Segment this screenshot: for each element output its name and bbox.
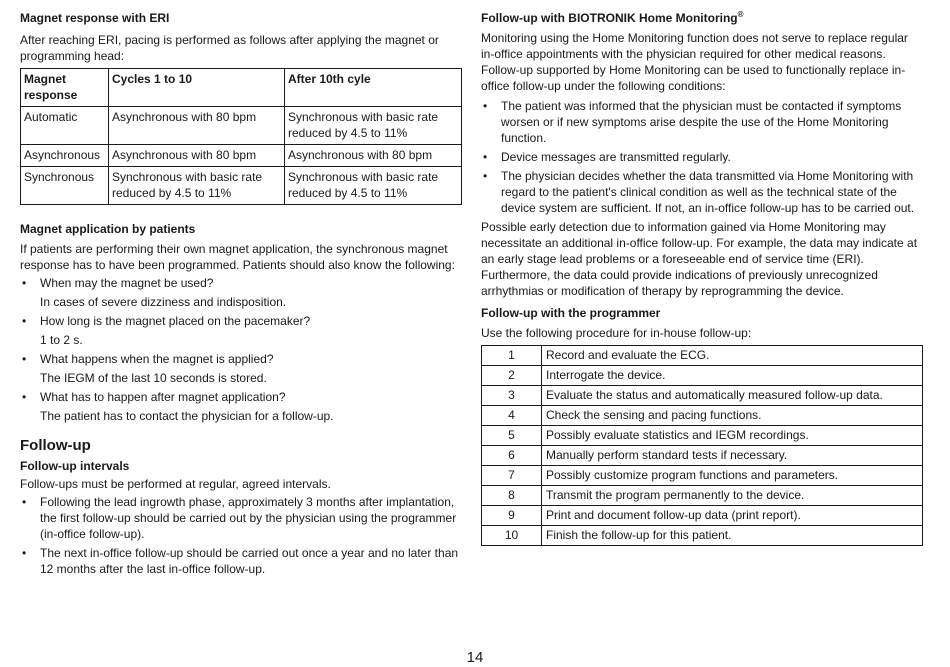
step-text: Possibly customize program functions and parameters. bbox=[542, 466, 923, 486]
step-text: Check the sensing and pacing functions. bbox=[542, 406, 923, 426]
list-item-question: How long is the magnet placed on the pacemaker? bbox=[40, 314, 311, 328]
table-cell: Asynchronous with 80 bpm bbox=[109, 107, 285, 145]
bullet-icon: • bbox=[483, 150, 488, 164]
step-text: Finish the follow-up for this patient. bbox=[542, 526, 923, 546]
step-number: 10 bbox=[482, 526, 542, 546]
list-item-answer: The IEGM of the last 10 seconds is stored. bbox=[40, 371, 267, 385]
step-number: 5 bbox=[482, 426, 542, 446]
bullet-icon: • bbox=[22, 352, 27, 366]
step-text: Interrogate the device. bbox=[542, 366, 923, 386]
step-text: Transmit the program permanently to the device. bbox=[542, 486, 923, 506]
home-monitoring-para2: Follow-up supported by Home Monitoring can be used to functionally replace in-office follow-up under the following conditions: bbox=[481, 63, 906, 93]
list-item bbox=[481, 98, 923, 146]
table-header-cell: Cycles 1 to 10 bbox=[109, 69, 285, 107]
table-cell: Synchronous with basic rate reduced by 4.5 to 11% bbox=[109, 167, 285, 205]
list-item-answer: The patient has to contact the physician for a follow-up. bbox=[40, 409, 334, 423]
table-cell: Automatic bbox=[21, 107, 109, 145]
home-monitoring-para1: Monitoring using the Home Monitoring function does not serve to replace regular in-office appointments with the physician required for other medical reasons. bbox=[481, 31, 908, 61]
list-item-answer: 1 to 2 s. bbox=[40, 333, 83, 347]
table-row bbox=[482, 486, 923, 506]
magnet-application-heading: Magnet application by patients bbox=[20, 222, 196, 236]
list-item bbox=[20, 351, 462, 386]
magnet-response-heading: Magnet response with ERI bbox=[20, 11, 170, 25]
step-text: Possibly evaluate statistics and IEGM recordings. bbox=[542, 426, 923, 446]
table-header-cell: After 10th cyle bbox=[285, 69, 462, 107]
list-item bbox=[20, 275, 462, 310]
list-item bbox=[20, 494, 462, 542]
step-text: Print and document follow-up data (print report). bbox=[542, 506, 923, 526]
table-cell: Asynchronous with 80 bpm bbox=[285, 145, 462, 167]
table-cell: Asynchronous bbox=[21, 145, 109, 167]
table-cell: Asynchronous with 80 bpm bbox=[109, 145, 285, 167]
step-number: 6 bbox=[482, 446, 542, 466]
list-item-text: The next in-office follow-up should be carried out once a year and no later than 12 months after the last in-office follow-up. bbox=[40, 546, 459, 576]
programmer-heading: Follow-up with the programmer bbox=[481, 306, 661, 320]
step-number: 1 bbox=[482, 346, 542, 366]
step-number: 7 bbox=[482, 466, 542, 486]
table-row bbox=[482, 526, 923, 546]
follow-up-steps-table bbox=[481, 345, 923, 546]
home-monitoring-para3: Possible early detection due to information gained via Home Monitoring may necessitate an additional in-office follow-up. For example, the data may indicate at an early stage lead problems or a foreseeable end of service time (ERI). Furthermore, the data could provide indications of previously unrecognized arrhythmias or modification of therapy by reprogramming the device. bbox=[481, 220, 918, 298]
table-header-cell: Magnet response bbox=[21, 69, 109, 107]
step-number: 8 bbox=[482, 486, 542, 506]
follow-up-intervals-heading: Follow-up intervals bbox=[20, 459, 130, 473]
table-row bbox=[482, 406, 923, 426]
bullet-icon: • bbox=[22, 390, 27, 404]
list-item bbox=[20, 389, 462, 424]
programmer-intro: Use the following procedure for in-house follow-up: bbox=[481, 326, 752, 340]
list-item bbox=[20, 545, 462, 577]
magnet-response-table bbox=[20, 68, 462, 205]
step-text: Manually perform standard tests if necessary. bbox=[542, 446, 923, 466]
home-monitoring-heading bbox=[481, 10, 923, 26]
list-item-question: When may the magnet be used? bbox=[40, 276, 214, 290]
table-row bbox=[482, 446, 923, 466]
table-row bbox=[482, 386, 923, 406]
list-item-answer: In cases of severe dizziness and indisposition. bbox=[40, 295, 287, 309]
bullet-icon: • bbox=[22, 546, 27, 560]
list-item-question: What happens when the magnet is applied? bbox=[40, 352, 274, 366]
step-number: 4 bbox=[482, 406, 542, 426]
list-item bbox=[481, 149, 923, 165]
table-row bbox=[482, 426, 923, 446]
table-cell: Synchronous bbox=[21, 167, 109, 205]
table-row bbox=[482, 346, 923, 366]
magnet-application-list bbox=[20, 275, 462, 424]
table-row bbox=[21, 145, 462, 167]
left-column bbox=[20, 10, 462, 580]
table-row bbox=[482, 506, 923, 526]
step-number: 3 bbox=[482, 386, 542, 406]
table-row bbox=[21, 107, 462, 145]
list-item-question: What has to happen after magnet application? bbox=[40, 390, 286, 404]
list-item bbox=[481, 168, 923, 216]
bullet-icon: • bbox=[22, 314, 27, 328]
list-item bbox=[20, 313, 462, 348]
list-item-text: Device messages are transmitted regularly. bbox=[501, 150, 731, 164]
table-cell: Synchronous with basic rate reduced by 4.5 to 11% bbox=[285, 167, 462, 205]
registered-mark: ® bbox=[737, 10, 744, 19]
list-item-text: The patient was informed that the physician must be contacted if symptoms worsen or if new symptoms arise despite the use of the Home Monitoring function. bbox=[501, 99, 902, 145]
right-column bbox=[481, 10, 923, 546]
page-number: 14 bbox=[466, 649, 484, 666]
bullet-icon: • bbox=[483, 169, 488, 183]
table-header-row bbox=[21, 69, 462, 107]
home-monitoring-list bbox=[481, 98, 923, 216]
follow-up-title: Follow-up bbox=[20, 437, 91, 454]
table-row bbox=[482, 366, 923, 386]
table-cell: Synchronous with basic rate reduced by 4.5 to 11% bbox=[285, 107, 462, 145]
step-number: 2 bbox=[482, 366, 542, 386]
table-row bbox=[21, 167, 462, 205]
bullet-icon: • bbox=[483, 99, 488, 113]
table-row bbox=[482, 466, 923, 486]
list-item-text: The physician decides whether the data transmitted via Home Monitoring with regard to the patient's clinical condition as well as the technical state of the device system are sufficient. If not, an in-office follow-up has to be carried out. bbox=[501, 169, 915, 215]
list-item-text: Following the lead ingrowth phase, approximately 3 months after implantation, the first follow-up should be carried out by the physician using the programmer (in-office follow-up). bbox=[40, 495, 457, 541]
bullet-icon: • bbox=[22, 495, 27, 509]
step-number: 9 bbox=[482, 506, 542, 526]
step-text: Evaluate the status and automatically measured follow-up data. bbox=[542, 386, 923, 406]
follow-up-intervals-list bbox=[20, 494, 462, 577]
magnet-application-intro: If patients are performing their own magnet application, the synchronous magnet response has to have been programmed. Patients should also know the following: bbox=[20, 242, 455, 272]
bullet-icon: • bbox=[22, 276, 27, 290]
step-text: Record and evaluate the ECG. bbox=[542, 346, 923, 366]
home-monitoring-heading-text: Follow-up with BIOTRONIK Home Monitoring bbox=[481, 11, 738, 25]
magnet-response-intro: After reaching ERI, pacing is performed as follows after applying the magnet or programming head: bbox=[20, 33, 439, 63]
follow-up-intervals-intro: Follow-ups must be performed at regular, agreed intervals. bbox=[20, 477, 331, 491]
